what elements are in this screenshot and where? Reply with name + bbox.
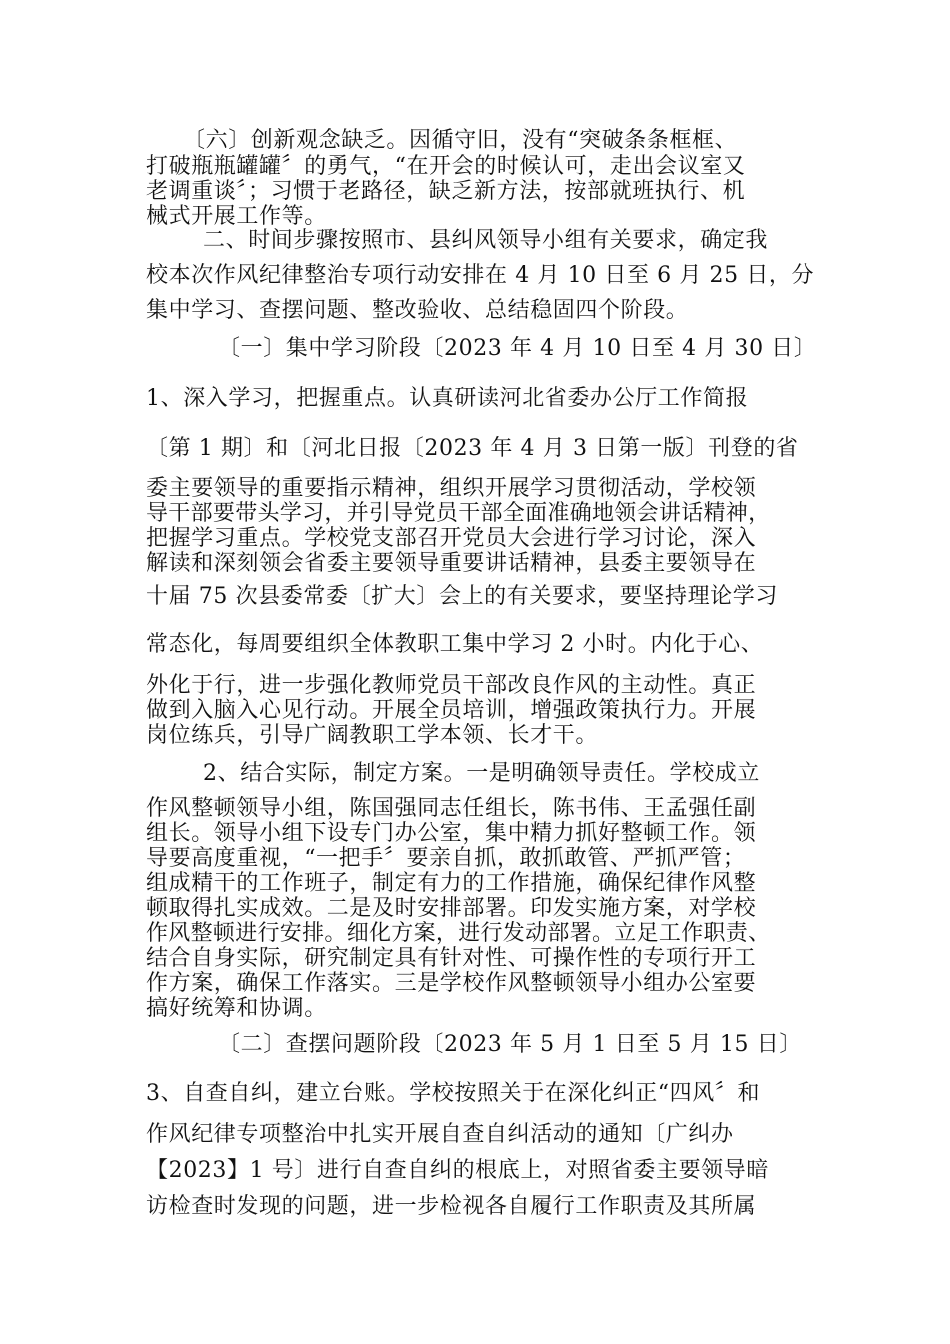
paragraph-line: 十届 75 次县委常委〔扩大〕会上的有关要求，要坚持理论学习 [146,584,778,609]
paragraph-line: 组成精干的工作班子，制定有力的工作措施，确保纪律作风整 [146,871,757,896]
subsection-heading: 〔一〕集中学习阶段〔2023 年 4 月 10 日至 4 月 30 日〕 [218,336,817,361]
paragraph-line: 导干部要带头学习，并引导党员干部全面准确地领会讲话精神， [146,501,771,526]
paragraph-line: 把握学习重点。学校党支部召开党员大会进行学习讨论，深入 [146,526,757,551]
paragraph-line: 作风整顿进行安排。细化方案，进行发动部署。立足工作职责、 [146,921,771,946]
paragraph-line: 委主要领导的重要指示精神，组织开展学习贯彻活动，学校领 [146,476,757,501]
paragraph-line: 作方案，确保工作落实。三是学校作风整顿领导小组办公室要 [146,971,757,996]
subsection-heading: 〔二〕查摆问题阶段〔2023 年 5 月 1 日至 5 月 15 日〕 [218,1032,802,1057]
paragraph-line: 顿取得扎实成效。二是及时安排部署。印发实施方案，对学校 [146,896,757,921]
paragraph-line: 〔六〕创新观念缺乏。因循守旧，没有“突破条条框框、 [183,128,738,153]
paragraph-line: 搞好统筹和协调。 [146,996,327,1021]
paragraph-line: 集中学习、查摆问题、整改验收、总结稳固四个阶段。 [146,298,689,323]
paragraph-line: 打破瓶瓶罐罐〞的勇气，“在开会的时候认可，走出会议室又 [146,154,746,179]
paragraph-line: 解读和深刻领会省委主要领导重要讲话精神，县委主要领导在 [146,551,757,576]
paragraph-line: 〔第 1 期〕和〔河北日报〔2023 年 4 月 3 日第一版〕刊登的省 [146,436,799,461]
paragraph-line: 外化于行，进一步强化教师党员干部改良作风的主动性。真正 [146,673,757,698]
paragraph-line: 岗位练兵，引导广阔教职工学本领、长才干。 [146,723,599,748]
paragraph-line: 【2023】1 号〕进行自查自纠的根底上，对照省委主要领导暗 [146,1158,769,1183]
paragraph-line: 作风整顿领导小组，陈国强同志任组长，陈书伟、王孟强任副 [146,796,757,821]
paragraph-line: 作风纪律专项整治中扎实开展自查自纠活动的通知〔广纠办 [146,1122,734,1147]
paragraph-line: 3、自查自纠，建立台账。学校按照关于在深化纠正“四风〞和 [146,1081,761,1106]
paragraph-line: 械式开展工作等。 [146,204,327,229]
paragraph-line: 导要高度重视，“一把手〞要亲自抓，敢抓敢管、严抓严管； [146,846,746,871]
paragraph-line: 校本次作风纪律整治专项行动安排在 4 月 10 日至 6 月 25 日，分 [146,263,815,288]
paragraph-line: 组长。领导小组下设专门办公室，集中精力抓好整顿工作。领 [146,821,757,846]
paragraph-line: 1、深入学习，把握重点。认真研读河北省委办公厅工作简报 [146,386,749,411]
section-heading: 二、时间步骤按照市、县纠风领导小组有关要求，确定我 [203,228,769,253]
paragraph-line: 常态化，每周要组织全体教职工集中学习 2 小时。内化于心、 [146,632,764,657]
paragraph-line: 结合自身实际，研究制定具有针对性、可操作性的专项行开工 [146,946,757,971]
paragraph-line: 做到入脑入心见行动。开展全员培训，增强政策执行力。开展 [146,698,757,723]
paragraph-line: 2、结合实际，制定方案。一是明确领导责任。学校成立 [203,761,760,786]
paragraph-line: 访检查时发现的问题，进一步检视各自履行工作职责及其所属 [146,1194,757,1219]
paragraph-line: 老调重谈〞；习惯于老路径，缺乏新方法，按部就班执行、机 [146,179,746,204]
